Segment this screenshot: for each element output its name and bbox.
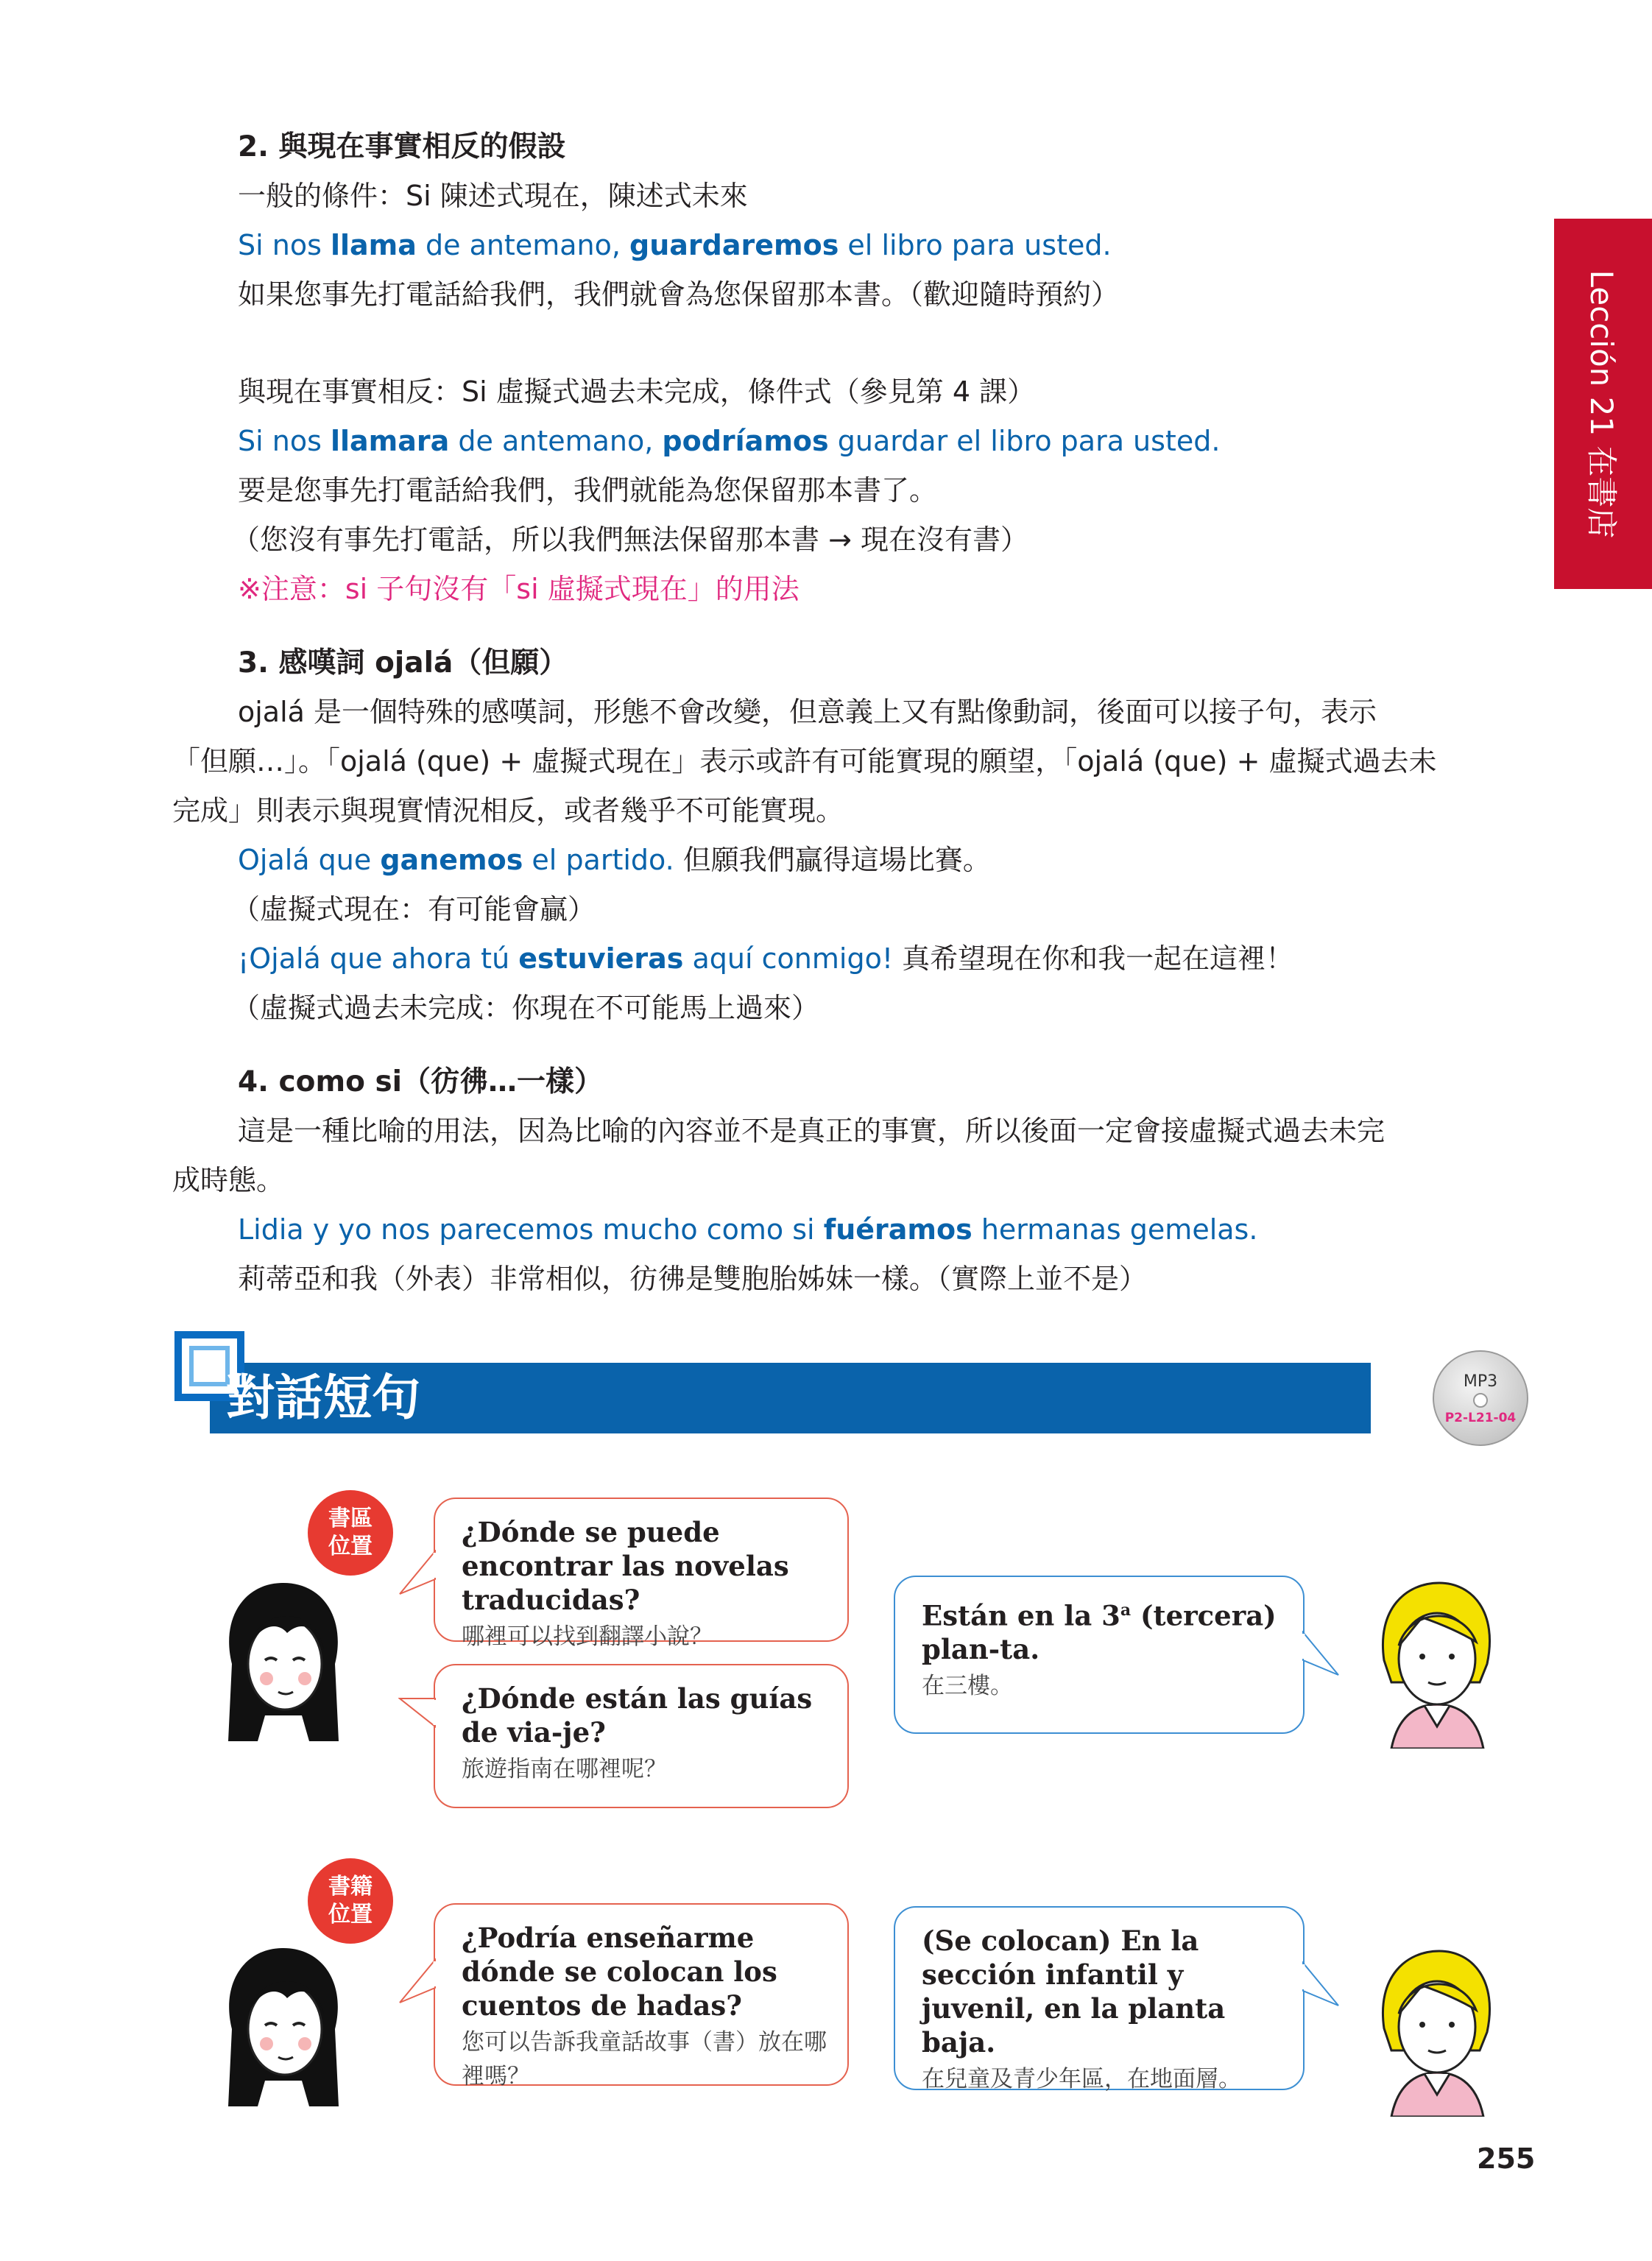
section-2-note: ※注意：si 子句沒有「si 虛擬式現在」的用法 [238,573,799,605]
question-bubble [434,1498,849,1650]
question-spanish: ¿Dónde se puede encontrar las novelas traducidas? [462,1516,789,1616]
section-3-paragraph-line: 「但願…」。「ojalá (que) + 虛擬式現在」表示或許有可能實現的願望，「ojalá (que) + 虛擬式過去未 [172,745,1437,777]
mp3-label: MP3 [1463,1372,1498,1391]
section-2-example-1: Si nos llama de antemano, guardaremos el libro para usted. [238,229,1112,261]
question-bubble [434,1664,849,1808]
section-2-example-2: Si nos llamara de antemano, podríamos guardar el libro para usted. [238,425,1221,457]
section-3-paragraph-line: 完成」則表示與現實情況相反，或者幾乎不可能實現。 [172,794,844,827]
question-chinese: 旅遊指南在哪裡呢？ [462,1756,667,1782]
section-2-explanation: （您沒有事先打電話，所以我們無法保留那本書 → 現在沒有書） [232,523,1029,556]
girl-avatar-icon [213,1941,353,2110]
answer-chinese: 在兒童及青少年區，在地面層。 [922,2066,1241,2092]
girl-avatar-icon [213,1576,353,1745]
page-number: 255 [1477,2142,1536,2175]
section-3-example-1: Ojalá que ganemos el partido. 但願我們贏得這場比賽。 [238,844,991,876]
section-3-paragraph-line: ojalá 是一個特殊的感嘆詞，形態不會改變，但意義上又有點像動詞，後面可以接子句，表示 [238,696,1377,728]
mp3-track-code: P2-L21-04 [1444,1411,1517,1425]
answer-bubble [894,1906,1305,2090]
section-4-translation: 莉蒂亞和我（外表）非常相似，彷彿是雙胞胎姊妹一樣。（實際上並不是） [238,1263,1148,1295]
woman-avatar-icon [1369,1572,1502,1749]
bubble-tail [1302,1961,1340,2007]
answer-bubble [894,1576,1305,1734]
lesson-side-tab [1554,219,1652,589]
mp3-disc-icon[interactable] [1433,1350,1528,1446]
section-3-heading: 3. 感嘆詞 ojalá（但願） [238,646,568,680]
section-3-example-2: ¡Ojalá que ahora tú estuvieras aquí conmigo! 真希望現在你和我一起在這裡！ [238,942,1294,975]
question-chinese: 您可以告訴我童話故事（書）放在哪裡嗎？ [462,2029,827,2089]
bubble-tail [398,1697,437,1743]
question-spanish: ¿Dónde están las guías de via-je? [462,1682,813,1749]
question-spanish: ¿Podría enseñarme dónde se colocan los cuentos de hadas? [462,1922,777,2022]
topic-badge: 書籍 位置 [308,1858,393,1944]
section-2-heading: 2. 與現在事實相反的假設 [238,130,566,163]
answer-chinese: 在三樓。 [922,1673,1013,1700]
answer-spanish: Están en la 3$^a$ (tercera) plan-ta. [922,1599,1277,1666]
section-4-heading: 4. como si（彷彿…一樣） [238,1065,604,1098]
section-4-example: Lidia y yo nos parecemos mucho como si fuéramos hermanas gemelas. [238,1213,1258,1246]
bubble-tail [398,1550,437,1595]
lesson-side-tab-label: Lección 21 在書店 [1583,269,1620,538]
woman-avatar-icon [1369,1940,1502,2117]
section-2-translation-1: 如果您事先打電話給我們，我們就會為您保留那本書。（歡迎隨時預約） [238,278,1120,311]
section-2-translation-2: 要是您事先打電話給我們，我們就能為您保留那本書了。 [238,474,938,507]
section-2-line: 一般的條件：Si 陳述式現在，陳述式未來 [238,180,748,212]
section-3-example-2-note: （虛擬式過去未完成：你現在不可能馬上過來） [232,992,820,1024]
bubble-tail [398,1958,437,2004]
banner-title: 對話短句 [226,1369,420,1426]
section-4-paragraph-line: 這是一種比喻的用法，因為比喻的內容並不是真正的事實，所以後面一定會接虛擬式過去未完 [238,1115,1386,1147]
topic-badge: 書區 位置 [308,1490,393,1576]
section-2-line: 與現在事實相反：Si 虛擬式過去未完成，條件式（參見第 4 課） [238,375,1036,408]
section-4-paragraph-line: 成時態。 [172,1164,285,1196]
question-bubble [434,1903,849,2089]
question-chinese: 哪裡可以找到翻譯小說？ [462,1623,713,1650]
bubble-tail [1302,1631,1340,1676]
answer-spanish: (Se colocan) En la sección infantil y juvenil, en la planta baja. [922,1925,1226,2059]
section-3-example-1-note: （虛擬式現在：有可能會贏） [232,893,596,925]
